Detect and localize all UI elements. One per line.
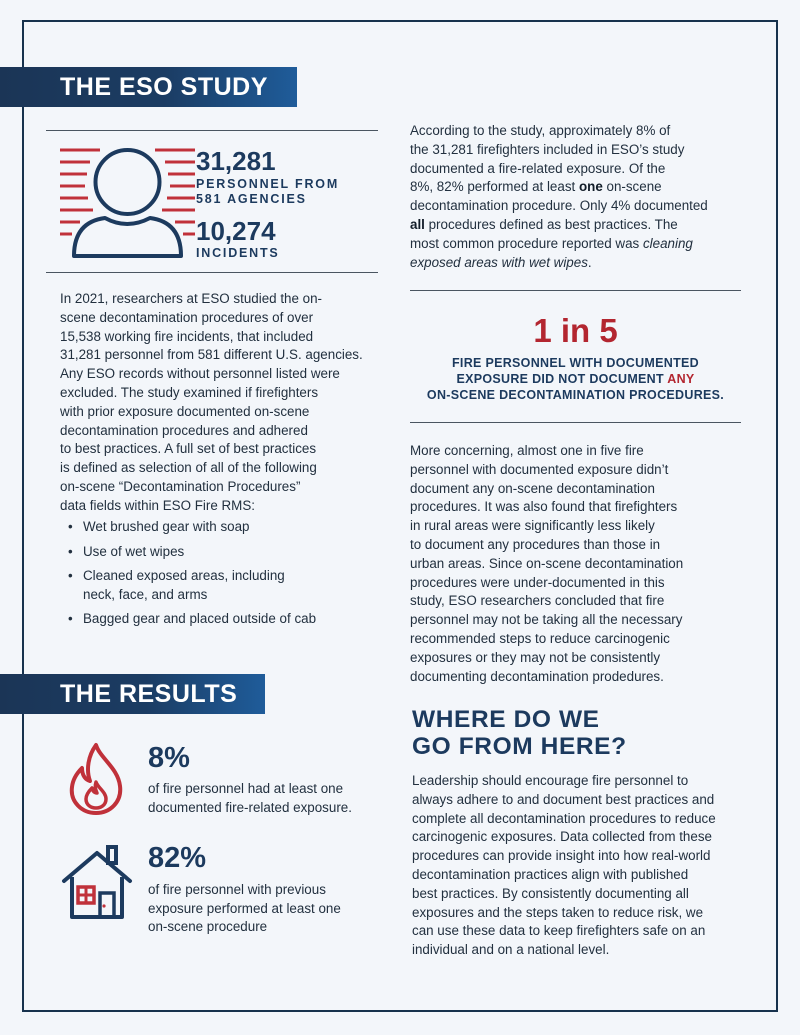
intro-line: 15,538 working fire incidents, that included — [60, 328, 314, 344]
intro-line: 31,281 personnel from 581 different U.S. agencies. — [60, 347, 363, 363]
where-paragraph: Leadership should encourage fire personnel to always adhere to and document best practices and complete all decontamination procedures to reduce carcinogenic exposures. Data collected from these procedures can provide insight into how real-world decontamination practices align with published best practices. By consistently documenting all exposures and the steps taken to reduce risk, we can use these data to keep firefighters safe on an individual and on a national level. — [412, 773, 716, 958]
intro-line: scene decontamination procedures of over — [60, 309, 314, 325]
intro-line: on-scene “Decontamination Procedures” — [60, 478, 301, 494]
divider — [410, 422, 741, 423]
incidents-count: 10,274 — [196, 216, 276, 246]
incidents-caption: INCIDENTS — [196, 246, 280, 260]
study-banner: THE ESO STUDY — [0, 67, 297, 107]
intro-line: decontamination procedures and adhered — [60, 422, 308, 438]
best-practices-list — [68, 518, 378, 635]
concerning-paragraph: More concerning, almost one in five fire personnel with documented exposure didn’t document any on-scene decontamination procedures. It was also found that firefighters in rural areas were significantly less likely to document any procedures than those in urban areas. Since on-scene decontamination procedures were under-documented in this study, ESO researchers concluded that fire personnel may not be taking all the necessary recommended steps to reduce carcinogenic exposures or they may not be consistently documenting decontamination prodedures. — [410, 443, 684, 684]
intro-paragraph — [60, 290, 390, 516]
house-icon — [60, 843, 134, 921]
divider — [410, 290, 741, 291]
where-heading: WHERE DO WE GO FROM HERE? — [412, 706, 627, 760]
study-paragraph: According to the study, approximately 8% of the 31,281 firefighters included in ESO’s study documented a fire-related exposure. Of the 8%, 82% performed at least one on-scene decontamination procedure. Only 4% documented all procedures defined as best practices. The most common procedure reported was cleaning exposed areas with wet wipes. — [410, 123, 708, 270]
results-banner: THE RESULTS — [0, 674, 265, 714]
list-item: • Cleaned exposed areas, including neck, face, and arms — [68, 567, 378, 604]
list-item: • Wet brushed gear with soap — [68, 518, 378, 537]
personnel-count: 31,281 — [196, 146, 276, 176]
result-percent: 8% — [148, 742, 190, 774]
flame-icon — [64, 742, 128, 816]
intro-line: data fields within ESO Fire RMS: — [60, 497, 255, 513]
callout-text: FIRE PERSONNEL WITH DOCUMENTED EXPOSURE DID NOT DOCUMENT ANY ON-SCENE DECONTAMINATION PROCEDURES. — [426, 356, 725, 402]
intro-line: to best practices. A full set of best practices — [60, 441, 317, 457]
personnel-caption-2: 581 AGENCIES — [196, 192, 307, 206]
result-percent: 82% — [148, 842, 207, 874]
intro-line: excluded. The study examined if firefighters — [60, 384, 319, 400]
list-item: • Bagged gear and placed outside of cab — [68, 610, 378, 629]
intro-line: In 2021, researchers at ESO studied the on- — [60, 291, 323, 306]
personnel-caption-1: PERSONNEL FROM — [196, 177, 340, 191]
intro-line: Any ESO records without personnel listed were — [60, 366, 340, 382]
divider — [46, 130, 378, 131]
divider — [46, 272, 378, 273]
intro-line: with prior exposure documented on-scene — [60, 403, 310, 419]
intro-line: is defined as selection of all of the following — [60, 460, 317, 476]
result-description: of fire personnel with previous exposure performed at least one on-scene procedure — [148, 882, 341, 934]
result-description: of fire personnel had at least one documented fire-related exposure. — [148, 781, 352, 815]
list-item: • Use of wet wipes — [68, 543, 378, 562]
person-icon — [60, 144, 195, 262]
callout-headline: 1 in 5 — [533, 312, 618, 349]
